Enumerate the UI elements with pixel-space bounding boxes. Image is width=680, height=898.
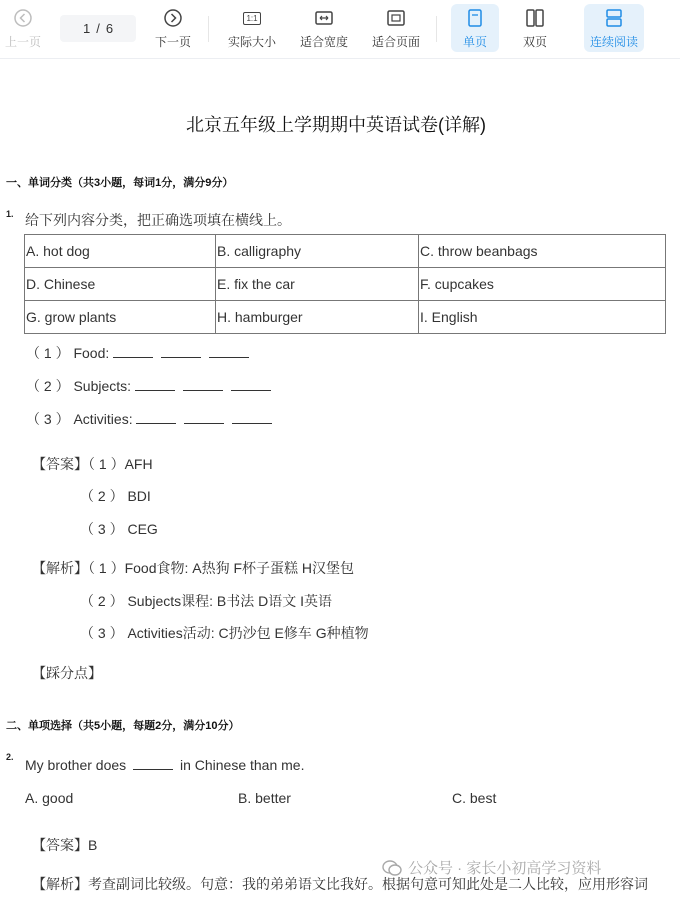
continuous-reading-icon <box>604 6 624 30</box>
table-cell: F. cupcakes <box>419 268 666 301</box>
table-cell: B. calligraphy <box>216 235 419 268</box>
prev-page-label: 上一页 <box>4 35 41 49</box>
prompt-before: My brother does <box>25 757 127 773</box>
blank-number: （ 3 ） <box>26 411 70 427</box>
arrow-right-circle-icon <box>163 6 183 30</box>
analysis-text: （ 3 ） Activities活动: C扔沙包 E修车 G种植物 <box>80 625 369 641</box>
page-separator: / <box>96 21 100 36</box>
fit-page-label: 适合页面 <box>371 35 420 49</box>
prompt-after: in Chinese than me. <box>179 757 305 773</box>
analysis-tag: 【解析】 <box>32 876 88 892</box>
table-row <box>25 235 666 268</box>
single-page-icon <box>467 6 483 30</box>
prev-page-button[interactable] <box>4 4 42 52</box>
double-page-button[interactable] <box>513 4 557 52</box>
answer-block-2 <box>32 835 97 855</box>
wechat-icon <box>382 859 402 877</box>
continuous-reading-label: 连续阅读 <box>589 35 638 49</box>
answer-blank[interactable] <box>161 345 201 358</box>
section-heading-2: 二、单项选择（共5小题，每题2分，满分10分） <box>6 720 240 732</box>
arrow-left-circle-icon <box>13 6 33 30</box>
document-page <box>0 59 680 898</box>
answer-text: （ 3 ） CEG <box>80 521 158 537</box>
actual-size-button[interactable] <box>226 4 278 52</box>
answer-text: （ 1 ）AFH <box>88 456 153 472</box>
answer-blank[interactable] <box>231 378 271 391</box>
fit-page-icon <box>386 6 406 30</box>
answer-blank[interactable] <box>133 757 173 770</box>
analysis-tag: 【解析】 <box>32 560 88 576</box>
question-2-prompt <box>25 757 304 773</box>
page-number-input[interactable] <box>60 15 136 42</box>
answer-tag: 【答案】 <box>32 837 88 853</box>
watermark <box>382 857 601 878</box>
table-cell: E. fix the car <box>216 268 419 301</box>
answer-text: B <box>88 837 98 853</box>
document-title: 北京五年级上学期期中英语试卷(详解) <box>186 115 486 135</box>
double-page-label: 双页 <box>522 35 547 49</box>
toolbar-divider <box>208 16 209 42</box>
toolbar-divider <box>436 16 437 42</box>
table-cell: D. Chinese <box>25 268 216 301</box>
continuous-reading-button[interactable] <box>584 4 644 52</box>
table-cell: G. grow plants <box>25 301 216 334</box>
actual-size-label: 实际大小 <box>227 35 276 49</box>
single-page-label: 单页 <box>462 35 487 49</box>
double-page-icon <box>525 6 545 30</box>
answer-blank[interactable] <box>183 378 223 391</box>
section-heading-1: 一、单词分类（共3小题，每词1分，满分9分） <box>6 177 234 189</box>
answer-blank[interactable] <box>135 378 175 391</box>
answer-blank[interactable] <box>113 345 153 358</box>
answer-blank[interactable] <box>184 411 224 424</box>
fit-page-button[interactable] <box>370 4 422 52</box>
option-a: A. good <box>25 790 74 806</box>
blank-line-subjects <box>26 376 279 396</box>
table-row <box>25 301 666 334</box>
viewer-toolbar <box>0 0 680 59</box>
answer-blank[interactable] <box>136 411 176 424</box>
scoring-points-tag: 【踩分点】 <box>32 665 102 681</box>
next-page-button[interactable] <box>152 4 194 52</box>
table-cell: I. English <box>419 301 666 334</box>
analysis-text: （ 1 ）Food食物: A热狗 F杯子蛋糕 H汉堡包 <box>88 560 355 576</box>
actual-size-icon-text: 1:1 <box>243 12 260 25</box>
actual-size-icon <box>243 6 260 30</box>
next-page-label: 下一页 <box>154 35 191 49</box>
option-c: C. best <box>452 790 497 806</box>
blank-label: Food: <box>73 345 110 361</box>
answer-blank[interactable] <box>232 411 272 424</box>
blank-number: （ 1 ） <box>26 345 70 361</box>
single-page-button[interactable] <box>451 4 499 52</box>
total-pages: 6 <box>105 21 114 36</box>
analysis-text: （ 2 ） Subjects课程: B书法 D语文 I英语 <box>80 593 333 609</box>
table-cell: H. hamburger <box>216 301 419 334</box>
answer-blank[interactable] <box>209 345 249 358</box>
blank-label: Activities: <box>73 411 133 427</box>
analysis-text: 考查副词比较级。句意：我的弟弟语文比我好。根据句意可知此处是二人比较，应用形容词 <box>88 876 648 892</box>
table-cell: A. hot dog <box>25 235 216 268</box>
answer-block-1 <box>32 454 153 474</box>
answer-text: （ 2 ） BDI <box>80 488 151 504</box>
analysis-block-1 <box>32 558 354 578</box>
option-b: B. better <box>238 790 291 806</box>
question-number-2: 2. <box>6 752 14 762</box>
blank-number: （ 2 ） <box>26 378 70 394</box>
blank-label: Subjects: <box>73 378 132 394</box>
current-page: 1 <box>82 21 91 36</box>
answer-tag: 【答案】 <box>32 456 88 472</box>
question-number-1: 1. <box>6 209 14 219</box>
table-row <box>25 268 666 301</box>
blank-line-activities <box>26 409 280 429</box>
fit-width-label: 适合宽度 <box>299 35 348 49</box>
fit-width-icon <box>314 6 334 30</box>
options-table <box>24 234 666 334</box>
question-1-prompt: 给下列内容分类，把正确选项填在横线上。 <box>25 212 291 228</box>
watermark-text: 公众号 · 家长小初高学习资料 <box>408 860 602 877</box>
table-cell: C. throw beanbags <box>419 235 666 268</box>
blank-line-food <box>26 343 257 363</box>
fit-width-button[interactable] <box>298 4 350 52</box>
